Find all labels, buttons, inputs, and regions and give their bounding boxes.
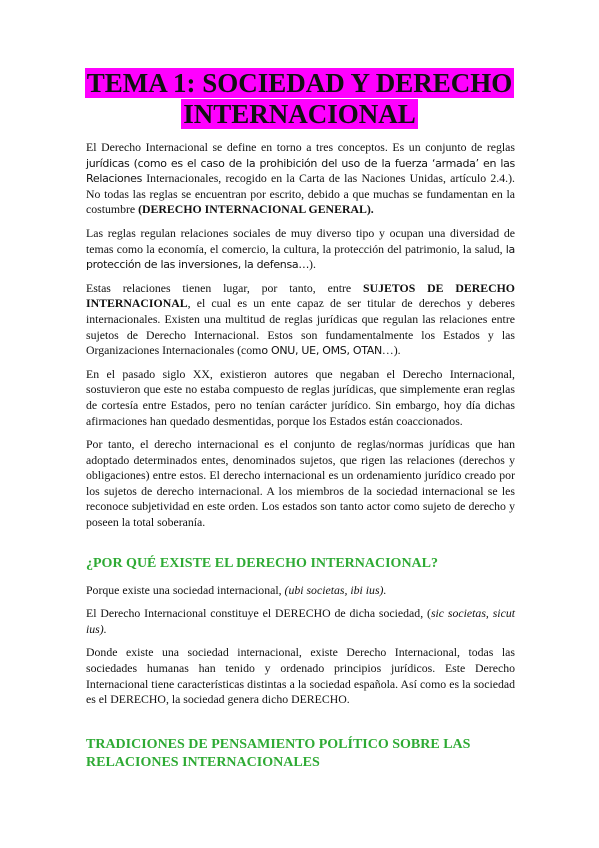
paragraph-3-text-c: …).	[381, 343, 401, 358]
section-heading-traditions: TRADICIONES DE PENSAMIENTO POLÍTICO SOBRE LAS RELACIONES INTERNACIONALES	[86, 736, 471, 770]
paragraph-1	[86, 140, 515, 218]
paragraph-5: Por tanto, el derecho internacional es el conjunto de reglas/normas jurídicas que han adoptado determinados entes, denominados sujetos, que rigen las relaciones (derechos y obligaciones) entre estos. El derecho internacional es un ordenamiento jurídico creado por los sujetos de derecho internacional. A los miembros de la sociedad internacional se les reconoce subjetividad en este orden. Los estados son tanto actor como sujeto de derecho y poseen la total soberanía.	[86, 437, 515, 530]
paragraph-8: Donde existe una sociedad internacional, existe Derecho Internacional, todas las sociedades humanas han tenido y ordenado principios jurídicos. Este Derecho Internacional tiene características distintas a la sociedad española. Así como es la sociedad es el DERECHO, la sociedad genera dicho DERECHO.	[86, 645, 515, 707]
paragraph-7-text: El Derecho Internacional constituye el DERECHO de dicha sociedad, (	[86, 606, 431, 621]
paragraph-3-text-b: , el cual es un ente capaz de ser titular de derechos y deberes internacionales. Existen una multitud de reglas jurídicas que regulan las relaciones entre sujetos de Derecho Internacional. Estos son fundamentalmente los Estados y las Organizaciones Internacionales (com	[86, 296, 515, 358]
paragraph-1-text-b: Internacionales, recogido en la Carta de las Naciones Unidas, artículo 2.4.). No todas las reglas se encuentran por escrito, debido a que muchas se fundamentan en la costumbre	[86, 171, 515, 217]
paragraph-6	[86, 583, 515, 599]
paragraph-1-handwritten: jurídicas (como es el caso de la prohibición del uso de la fuerza ‘armada’ en las Relaciones	[86, 156, 515, 186]
paragraph-4: En el pasado siglo XX, existieron autores que negaban el Derecho Internacional, sostuvieron que este no estaba compuesto de reglas jurídicas, que simplemente eran reglas de cortesía entre Estados, pero no tenían carácter jurídico. Sin embargo, hoy día dichas afirmaciones han quedado desmentidas, porque los Estados están coaccionados.	[86, 366, 515, 428]
page-title	[60, 68, 539, 130]
paragraph-2-text-b: ).	[309, 257, 316, 272]
paragraph-3-handwritten: o ONU, UE, OMS, OTAN	[261, 344, 382, 358]
paragraph-3	[86, 281, 515, 359]
paragraph-7	[86, 606, 515, 637]
document-body	[86, 140, 515, 782]
paragraph-3-text-a: Estas relaciones tienen lugar, por tanto, entre	[86, 280, 364, 295]
paragraph-1-bold: (DERECHO INTERNACIONAL GENERAL).	[138, 202, 374, 217]
title-line-1: TEMA 1: SOCIEDAD Y DERECHO	[86, 68, 513, 98]
paragraph-3-bold: SUJETOS DE DERECHO INTERNACIONAL	[86, 280, 515, 311]
section-heading-why: ¿POR QUÉ EXISTE EL DERECHO INTERNACIONAL?	[86, 555, 439, 571]
paragraph-2-text-a: Las reglas regulan relaciones sociales de muy diverso tipo y ocupan una diversidad de temas como la economía, el comercio, la cultura, la protección del patrimonio, la salud,	[86, 225, 515, 256]
title-line-2: INTERNACIONAL	[183, 99, 416, 129]
paragraph-6-italic: (ubi societas, ibi ius).	[284, 582, 387, 597]
paragraph-6-text: Porque existe una sociedad internacional,	[86, 582, 285, 597]
paragraph-2-handwritten: la protección de las inversiones, la defensa…	[86, 242, 515, 272]
paragraph-1-text-a: El Derecho Internacional se define en torno a tres conceptos. Es un conjunto de reglas	[86, 140, 515, 154]
paragraph-7-italic: sic societas, sicut ius).	[86, 606, 515, 636]
paragraph-2	[86, 226, 515, 273]
